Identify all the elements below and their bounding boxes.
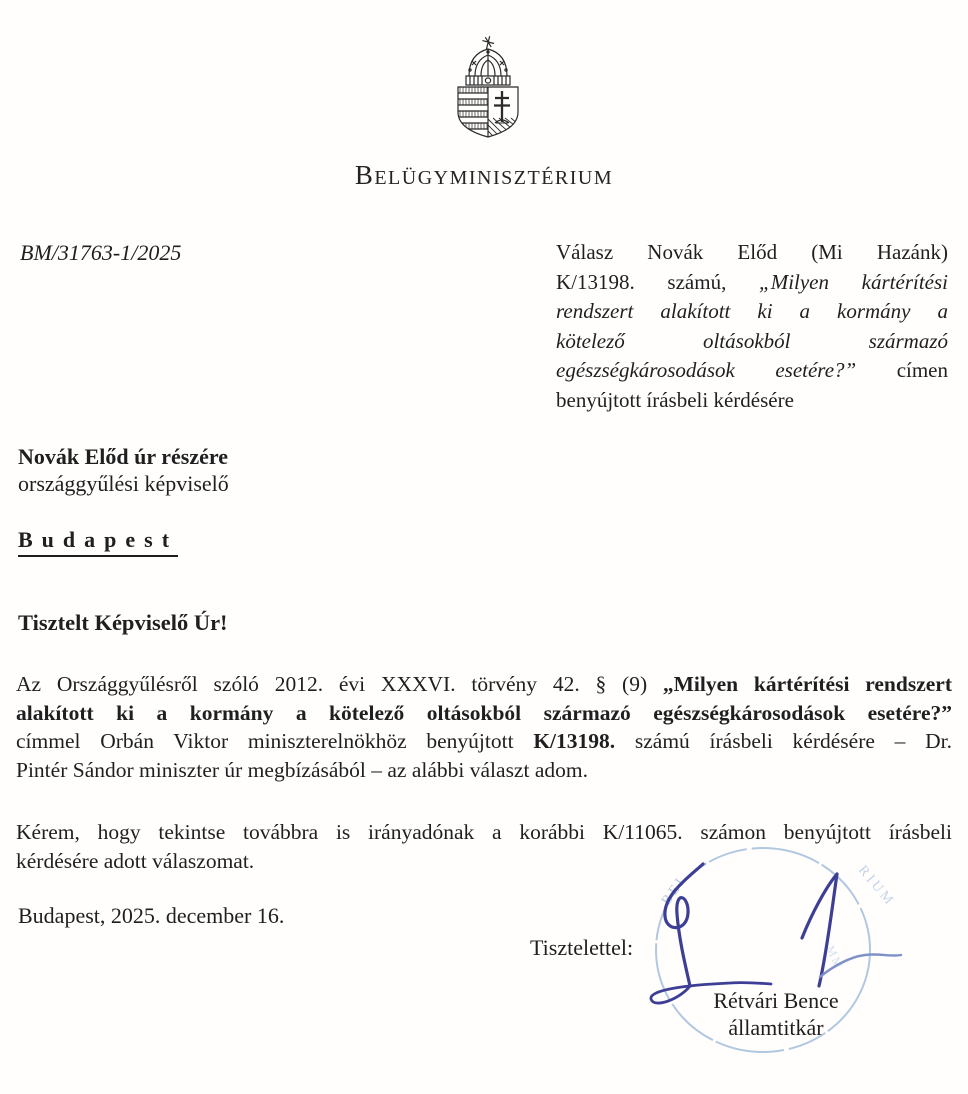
svg-text:RIUM: RIUM — [854, 862, 898, 910]
text-line: rendszert alakított ki a kormány a — [556, 299, 948, 323]
signature-icon — [651, 864, 901, 1003]
text-line: Az Országgyűlésről szóló 2012. évi XXXVI. törvény 42. § (9) „Milyen kártérítési rendszert — [16, 672, 952, 696]
text-line: Kérem, hogy tekintse továbbra is irányadónak a korábbi K/11065. számon benyújtott írásbeli — [16, 820, 952, 844]
addressee-role: országgyűlési képviselő — [18, 471, 229, 496]
svg-text:BEL: BEL — [658, 870, 692, 909]
signer-name: Rétvári Bence — [713, 988, 839, 1013]
svg-text:MM: MM — [823, 943, 847, 973]
text-line: K/13198. számú, „Milyen kártérítési — [556, 269, 948, 294]
text-line: alakított ki a kormány a kötelező oltásokból származó egészségkárosodások esetére?” — [16, 700, 952, 725]
ministry-name: BELÜGYMINISZTÉRIUM — [354, 160, 614, 190]
reference-number: BM/31763-1/2025 — [20, 240, 182, 265]
addressee-city: Budapest — [18, 527, 178, 557]
hungarian-coat-of-arms-icon — [446, 34, 528, 149]
signer-title: államtitkár — [728, 1015, 824, 1040]
text-line: Válasz Novák Előd (Mi Hazánk) — [556, 240, 948, 264]
text-line: kérdésére adott válaszomat. — [16, 848, 255, 873]
date-line: Budapest, 2025. december 16. — [18, 903, 285, 928]
text-line: Pintér Sándor miniszter úr megbízásából – az alábbi választ adom. — [16, 757, 588, 782]
signer-block — [635, 987, 917, 1041]
subject-block — [556, 238, 948, 415]
text-line: benyújtott írásbeli kérdésére — [556, 387, 794, 412]
text-line: egészségkárosodások esetére?” címen — [556, 358, 948, 382]
body-paragraph-1 — [16, 670, 952, 784]
text-line: kötelező oltásokból származó — [556, 328, 948, 353]
addressee-name: Novák Előd úr részére — [18, 444, 228, 469]
closing-label: Tisztelettel: — [530, 935, 634, 960]
text-line: címmel Orbán Viktor miniszterelnökhöz benyújtott K/13198. számú írásbeli kérdésére – Dr. — [16, 729, 952, 753]
salutation: Tisztelt Képviselő Úr! — [18, 610, 228, 635]
